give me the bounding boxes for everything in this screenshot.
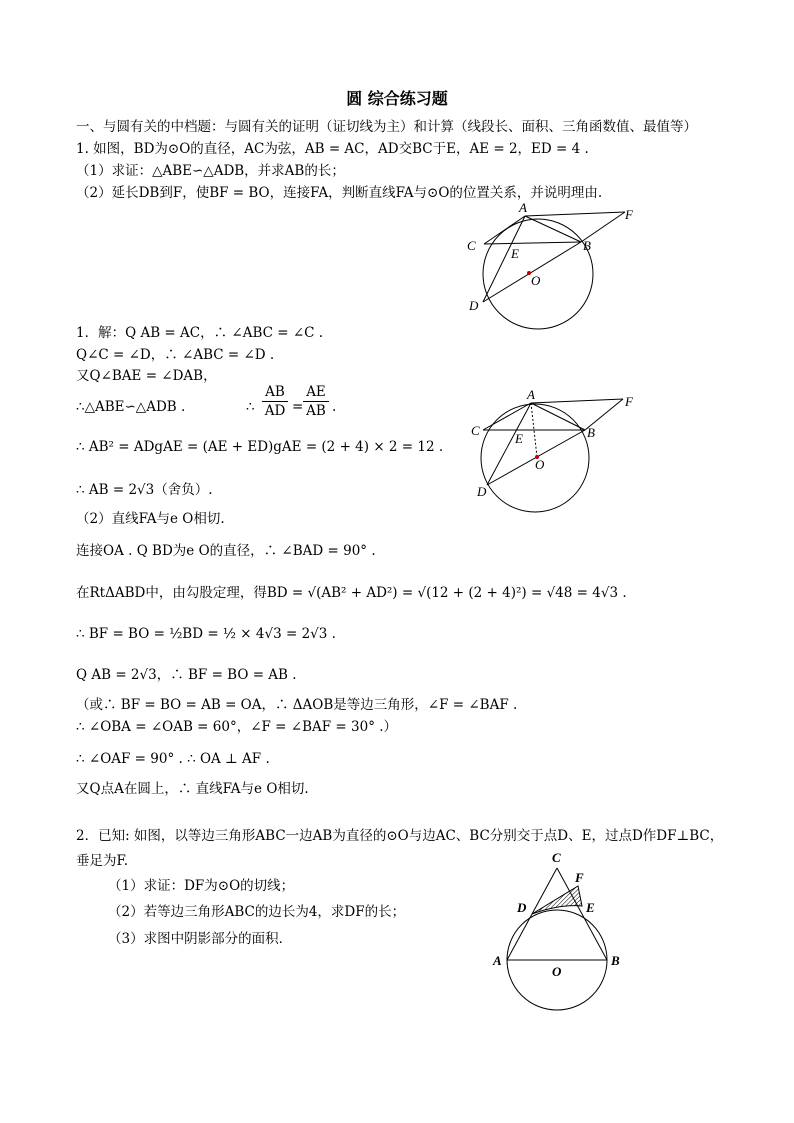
- problem2-figure: [485, 842, 635, 1012]
- solution1-line5: ∴ AB² = ADgAE = (AE + ED)gAE = (2 + 4) × 2 = 12 .: [76, 439, 444, 455]
- sol-label-f: F: [625, 394, 633, 409]
- solution1-line4b-therefore: ∴: [246, 399, 255, 415]
- problem2-question1: （1）求证：DF为⊙O的切线；: [108, 878, 295, 894]
- frac1-num: AB: [262, 383, 288, 402]
- sol-label-d: D: [477, 484, 487, 499]
- sol-label-e: E: [515, 431, 523, 446]
- problem2-question3: （3）求图中阴影部分的面积．: [108, 931, 293, 947]
- fraction-ab-ad: [262, 383, 288, 420]
- label-o-2: O: [552, 964, 562, 979]
- label-e: E: [511, 246, 519, 261]
- label-d-2: D: [517, 900, 527, 915]
- sol-segment-af: [531, 399, 623, 403]
- problem1-question1: （1）求证：△ABE∽△ADB，并求AB的长；: [76, 163, 345, 179]
- segment-ac: [484, 216, 525, 244]
- fraction-equals: =: [292, 399, 304, 415]
- label-a-2: A: [493, 953, 502, 968]
- sol-label-c: C: [471, 423, 480, 438]
- problem1-question2: （2）延长DB到F，使BF = BO，连接FA，判断直线FA与⊙O的位置关系，并说明理由.: [76, 185, 603, 201]
- segment-ab: [525, 216, 581, 242]
- sol-label-a: A: [527, 387, 535, 402]
- label-f-2: F: [575, 870, 584, 885]
- solution1-line14: ∴ ∠OAF = 90° . ∴ OA ⊥ AF .: [76, 751, 270, 767]
- solution1-line12: （或∴ BF = BO = AB = OA，∴ ΔAOB是等边三角形，∠F = ∠BAF .: [76, 697, 518, 713]
- solution1-line9: 在RtΔABD中，由勾股定理，得BD = √(AB² + AD²) = √(12 + (2 + 4)²) = √48 = 4√3 .: [76, 585, 627, 601]
- solution1-line13: ∴ ∠OBA = ∠OAB = 60°，∠F = ∠BAF = 30° .）: [76, 719, 398, 735]
- frac2-den: AB: [306, 403, 326, 419]
- label-e-2: E: [586, 900, 595, 915]
- solution1-line1: 1．解：Q AB = AC，∴ ∠ABC = ∠C .: [76, 325, 324, 341]
- solution1-line10: ∴ BF = BO = ½BD = ½ × 4√3 = 2√3 .: [76, 626, 336, 642]
- problem1-figure: [455, 200, 655, 330]
- frac1-den: AD: [264, 403, 286, 419]
- solution1-line11: Q AB = 2√3，∴ BF = BO = AB .: [76, 667, 297, 683]
- label-c-2: C: [552, 850, 561, 865]
- sol-segment-ab: [531, 403, 585, 430]
- section-heading: 一、与圆有关的中档题：与圆有关的证明（证切线为主）和计算（线段长、面积、三角函数值、最值等）: [76, 119, 697, 135]
- solution1-line15: 又Q点A在圆上，∴ 直线FA与e O相切.: [76, 781, 309, 797]
- page-title: 圆 综合练习题: [346, 89, 448, 108]
- label-a: A: [519, 200, 527, 215]
- frac2-num: AE: [303, 383, 329, 402]
- label-f: F: [625, 207, 633, 222]
- label-b-2: B: [611, 953, 620, 968]
- fraction-ae-ab: [303, 383, 329, 420]
- segment-cb: [484, 242, 581, 244]
- solution1-figure: [465, 385, 655, 505]
- label-b: B: [583, 238, 591, 253]
- problem2-line1: 2．已知: 如图，以等边三角形ABC一边AB为直径的⊙O与边AC、BC分别交于点D、E，过点D作DF⊥BC，: [76, 828, 724, 844]
- sol-label-b: B: [587, 425, 595, 440]
- label-d: D: [469, 298, 479, 313]
- problem1-statement: 1. 如图，BD为⊙O的直径，AC为弦，AB = AC，AD交BC于E，AE = 2，ED = 4 .: [76, 141, 589, 157]
- solution1-line6: ∴ AB = 2√3（舍负）.: [76, 482, 213, 498]
- label-o: O: [531, 273, 541, 288]
- solution1-line7: （2）直线FA与e O相切.: [76, 511, 225, 527]
- solution1-line4a: ∴△ABE∽△ADB .: [76, 399, 186, 415]
- problem2-line2: 垂足为F.: [76, 853, 129, 869]
- sol-label-o: O: [535, 457, 545, 472]
- segment-af: [525, 212, 625, 216]
- solution1-line3: 又Q∠BAE = ∠DAB，: [76, 368, 217, 384]
- problem2-question2: （2）若等边三角形ABC的边长为4，求DF的长；: [108, 904, 406, 920]
- solution1-line8: 连接OA . Q BD为e O的直径，∴ ∠BAD = 90° .: [76, 543, 376, 559]
- label-c: C: [467, 238, 476, 253]
- fraction-period: .: [332, 399, 337, 415]
- solution1-line2: Q∠C = ∠D，∴ ∠ABC = ∠D .: [76, 347, 275, 363]
